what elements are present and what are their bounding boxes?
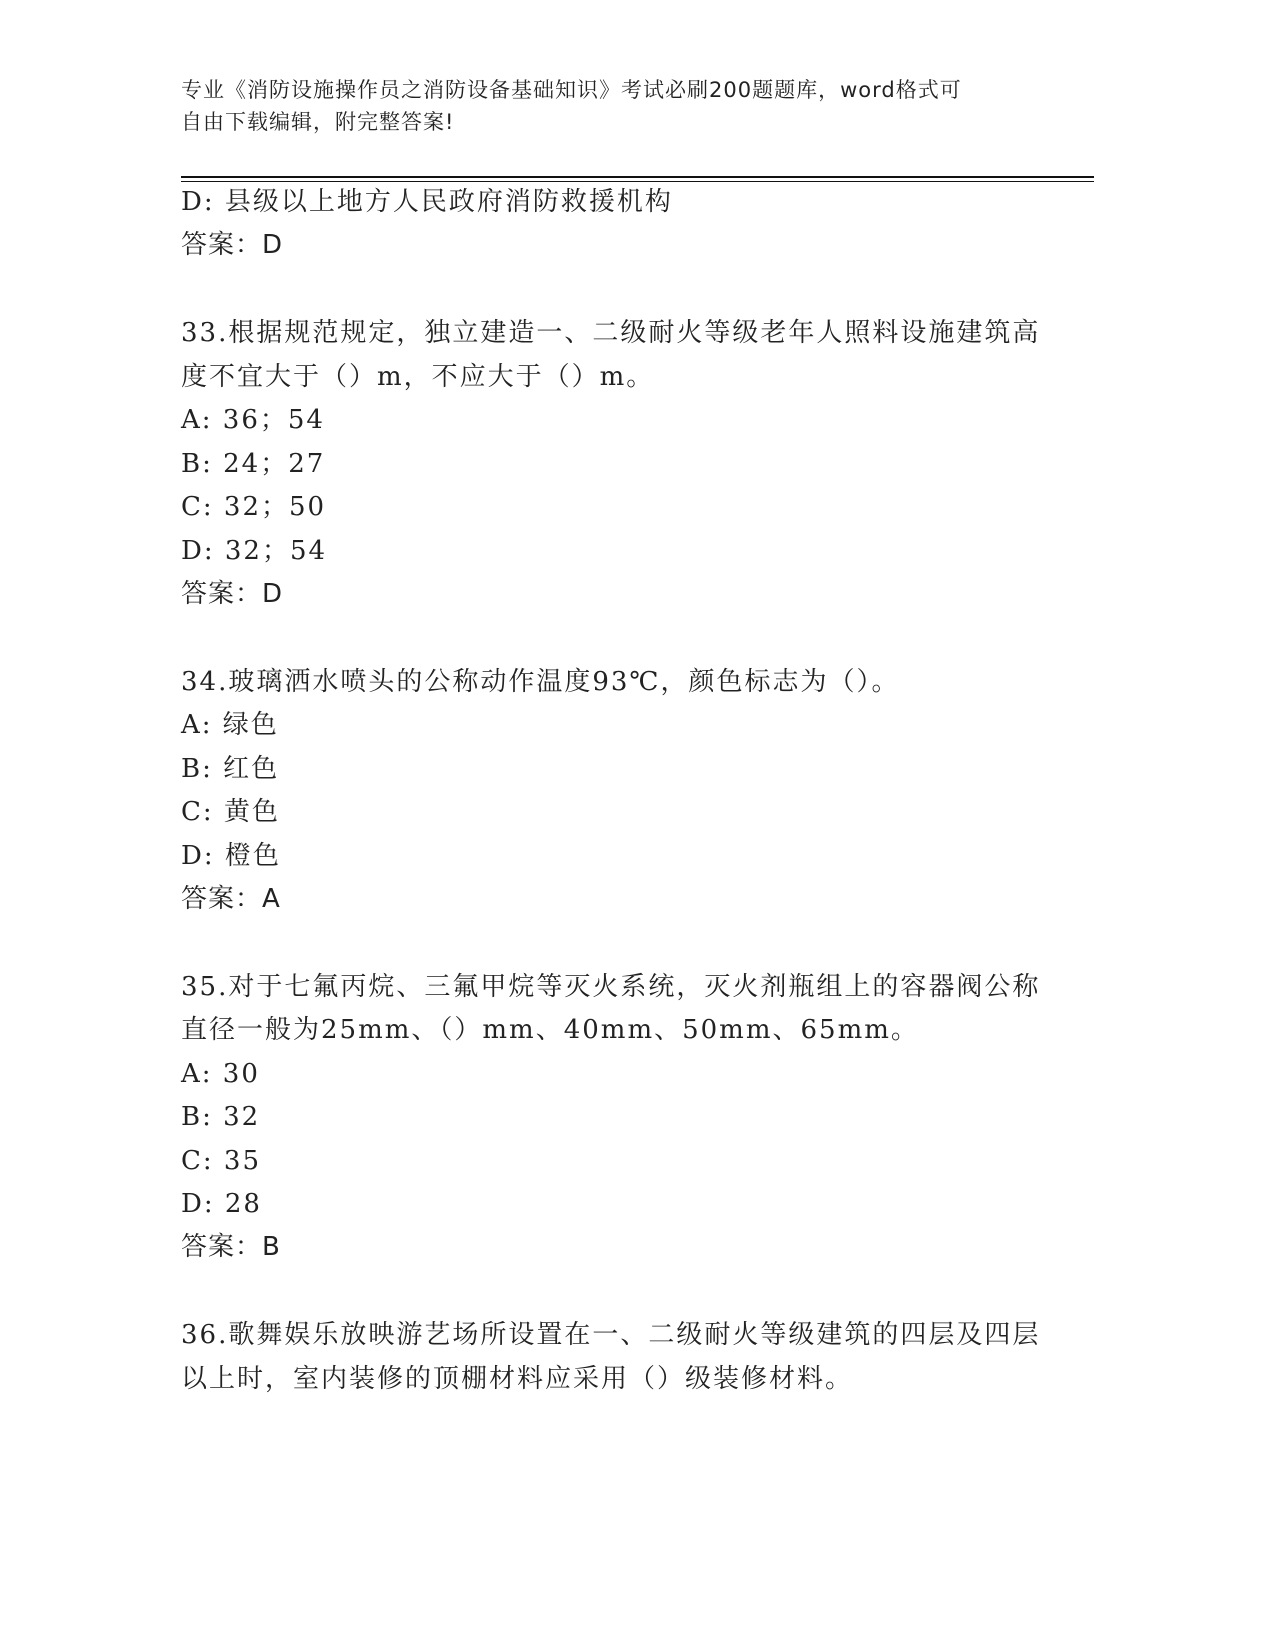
q35-option-a: A: 30 xyxy=(181,1059,260,1089)
q35-stem-line-2: 直径一般为25mm、（）mm、40mm、50mm、65mm。 xyxy=(181,1015,919,1045)
q35-option-d: D: 28 xyxy=(181,1189,262,1219)
q34-option-a: A: 绿色 xyxy=(181,710,279,740)
q32-option-d: D: 县级以上地方人民政府消防救援机构 xyxy=(181,187,673,217)
q35-option-c: C: 35 xyxy=(181,1146,262,1176)
q32-answer: 答案：D xyxy=(181,230,284,260)
q35-option-b: B: 32 xyxy=(181,1102,261,1132)
q34-stem-line-1: 34.玻璃洒水喷头的公称动作温度93℃，颜色标志为（）。 xyxy=(181,667,900,697)
header-line-2: 自由下载编辑，附完整答案! xyxy=(181,110,455,134)
q33-stem-line-2: 度不宜大于（）m，不应大于（）m。 xyxy=(181,362,655,392)
q34-option-d: D: 橙色 xyxy=(181,841,281,871)
header-divider-thin xyxy=(181,181,1094,182)
q35-stem-line-1: 35.对于七氟丙烷、三氟甲烷等灭火系统，灭火剂瓶组上的容器阀公称 xyxy=(181,972,1041,1002)
q33-option-c: C: 32；50 xyxy=(181,492,327,522)
q35-answer: 答案：B xyxy=(181,1232,281,1262)
q36-stem-line-1: 36.歌舞娱乐放映游艺场所设置在一、二级耐火等级建筑的四层及四层 xyxy=(181,1320,1041,1350)
header-line-1: 专业《消防设施操作员之消防设备基础知识》考试必刷200题题库，word格式可 xyxy=(181,78,962,102)
page-header xyxy=(181,74,1041,138)
q33-option-d: D: 32；54 xyxy=(181,536,328,566)
header-divider-thick xyxy=(181,176,1094,178)
q34-option-b: B: 红色 xyxy=(181,754,280,784)
q33-option-a: A: 36；54 xyxy=(181,405,325,435)
q33-stem-line-1: 33.根据规范规定，独立建造一、二级耐火等级老年人照料设施建筑高 xyxy=(181,318,1041,348)
q36-stem-line-2: 以上时，室内装修的顶棚材料应采用（）级装修材料。 xyxy=(181,1364,854,1394)
q33-answer: 答案：D xyxy=(181,579,284,609)
q34-option-c: C: 黄色 xyxy=(181,797,280,827)
q34-answer: 答案：A xyxy=(181,884,281,914)
q33-option-b: B: 24；27 xyxy=(181,449,326,479)
